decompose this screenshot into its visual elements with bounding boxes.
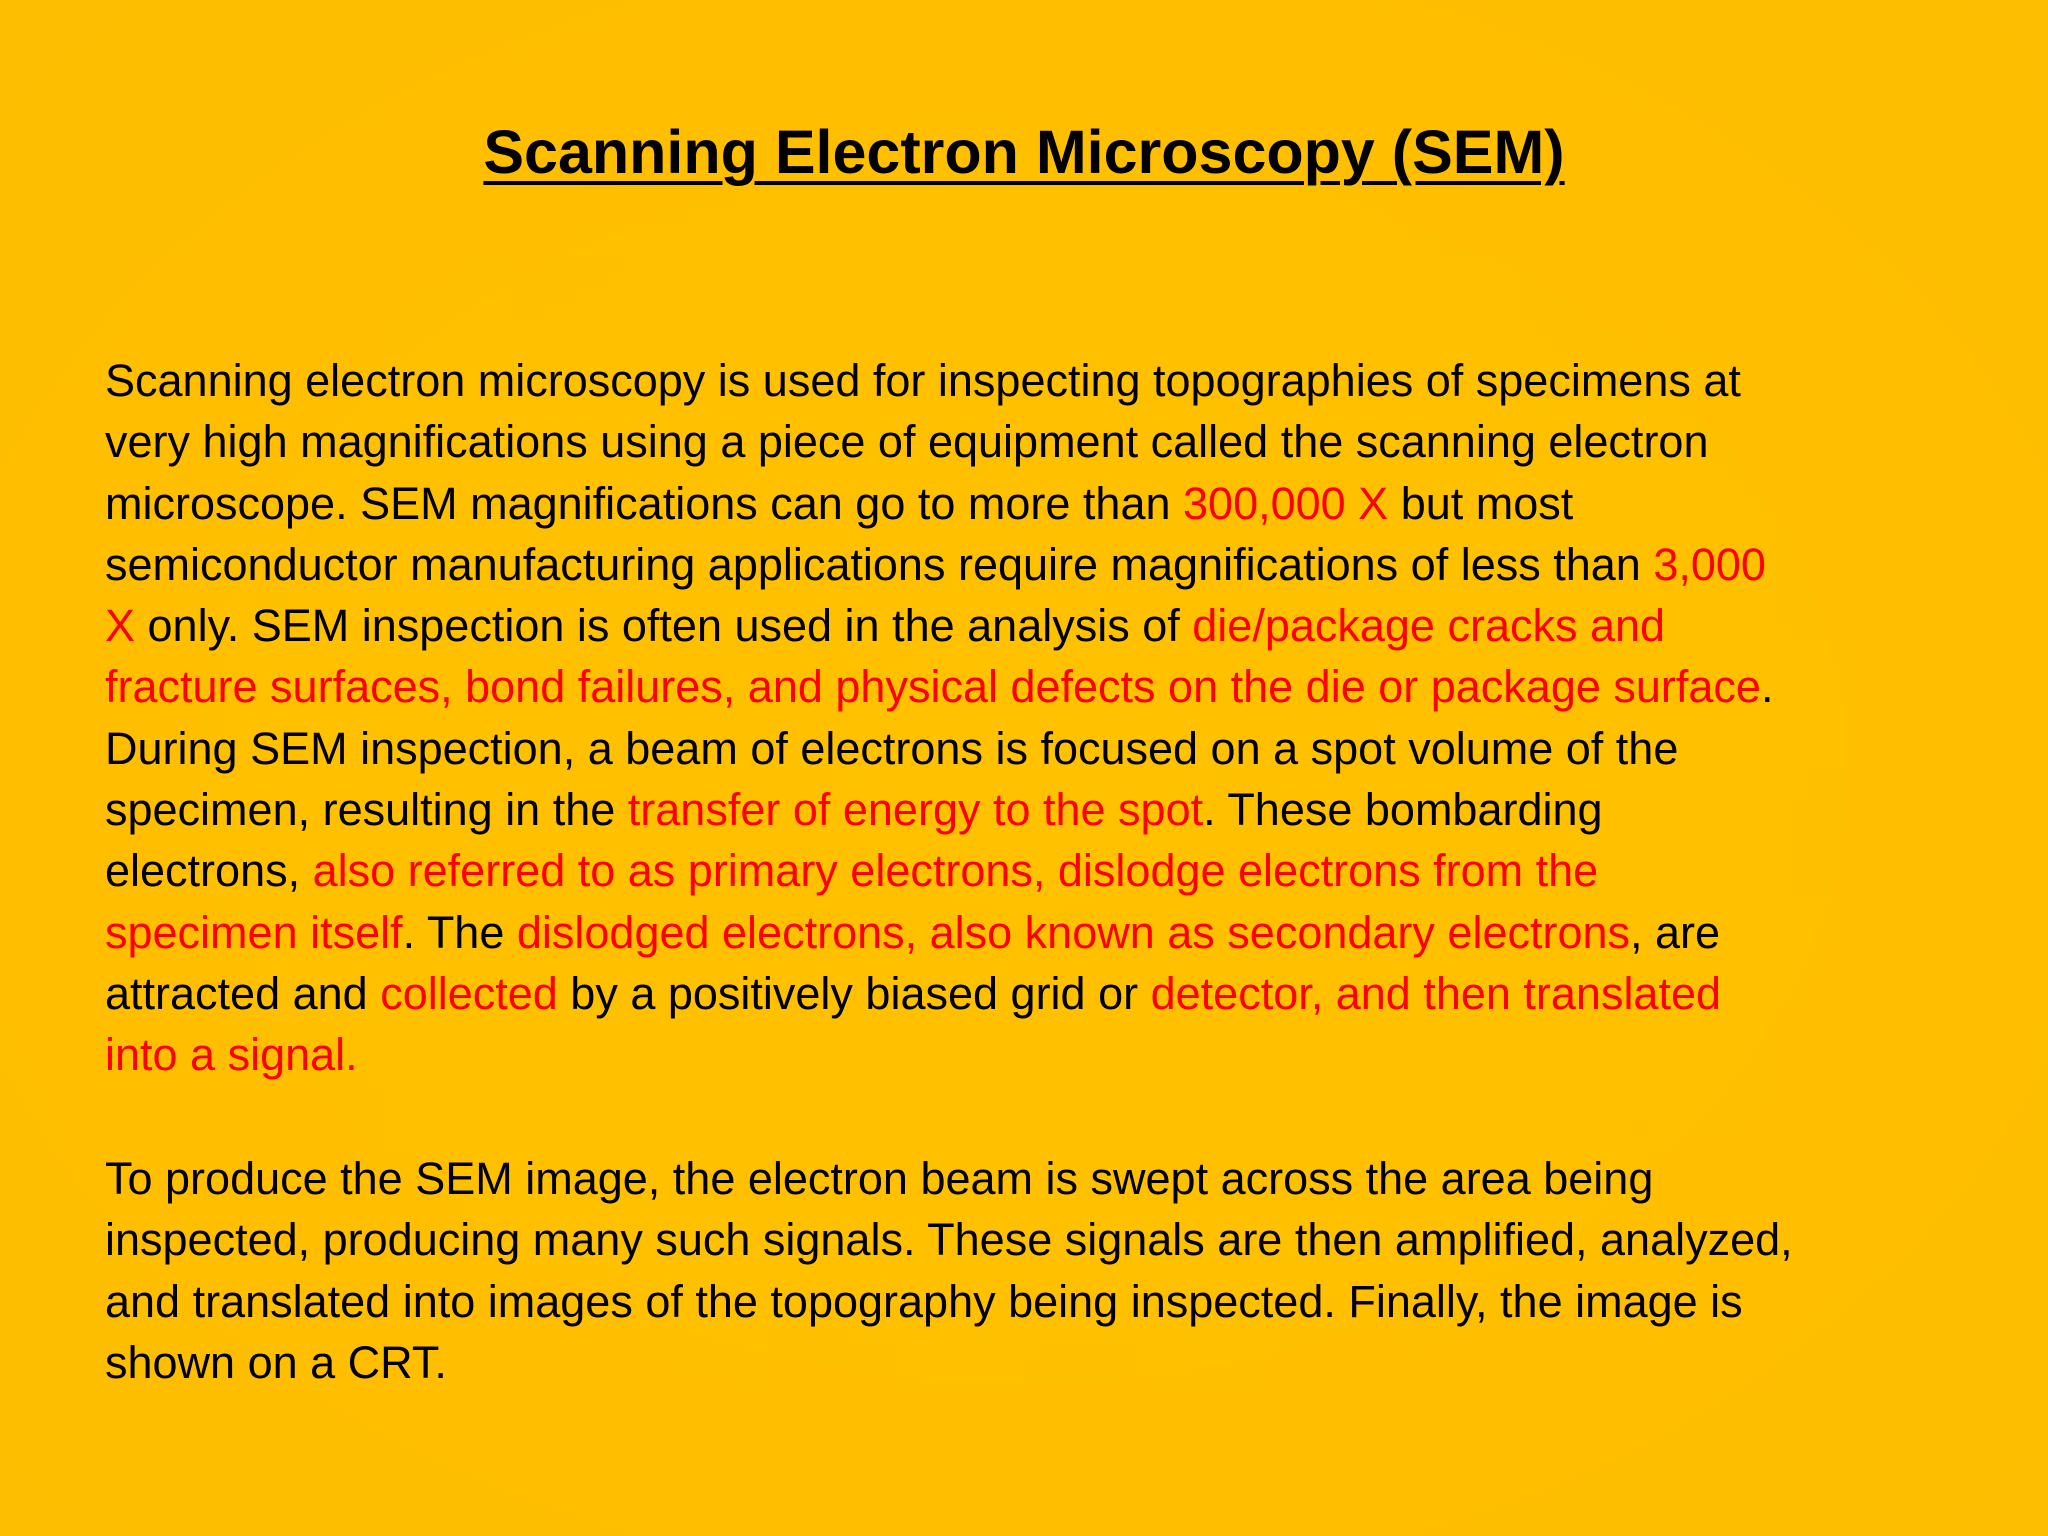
text-line — [105, 411, 2035, 472]
paragraph-sem-description — [105, 350, 2035, 1086]
text-line — [105, 1271, 2035, 1332]
body-text: inspected, producing many such signals. These signals are then amplified, analyzed, — [105, 1214, 1793, 1266]
highlighted-text: collected — [380, 967, 558, 1019]
text-line — [105, 1332, 2035, 1393]
body-text: shown on a CRT. — [105, 1336, 447, 1388]
text-line — [105, 350, 2035, 411]
highlighted-text: specimen itself — [105, 906, 403, 958]
body-text: specimen, resulting in the — [105, 784, 628, 836]
body-text: attracted and — [105, 967, 381, 1019]
text-line — [105, 656, 2035, 717]
text-line — [105, 718, 2035, 779]
text-line — [105, 473, 2035, 534]
body-text: and translated into images of the topography being inspected. Finally, the image is — [105, 1275, 1743, 1327]
body-text: semiconductor manufacturing applications require magnifications of less than — [105, 538, 1654, 590]
body-text: very high magnifications using a piece of equipment called the scanning electron — [105, 416, 1709, 468]
body-text: . These bombarding — [1203, 784, 1603, 836]
text-line — [105, 534, 2035, 595]
body-text: . — [1760, 661, 1774, 713]
highlighted-text: detector, and then translated — [1150, 967, 1722, 1019]
body-text: only. SEM inspection is often used in the analysis of — [135, 600, 1193, 652]
text-line — [105, 1148, 2035, 1209]
highlighted-text: dislodged electrons, also known as secondary electrons — [516, 906, 1631, 958]
highlighted-text: into a signal. — [105, 1029, 358, 1081]
highlighted-text: 300,000 X — [1183, 477, 1389, 529]
body-text: During SEM inspection, a beam of electrons is focused on a spot volume of the — [105, 722, 1679, 774]
body-text: but most — [1388, 477, 1574, 529]
slide-title: Scanning Electron Microscopy (SEM) — [483, 118, 1565, 186]
text-line — [105, 840, 2035, 901]
highlighted-text: also referred to as primary electrons, dislodge electrons from the — [312, 845, 1599, 897]
text-line — [105, 1209, 2035, 1270]
body-text: by a positively biased grid or — [557, 967, 1151, 1019]
highlighted-text: 3,000 — [1653, 538, 1766, 590]
body-text: electrons, — [105, 845, 313, 897]
highlighted-text: X — [105, 600, 136, 652]
body-text: , are — [1630, 906, 1721, 958]
text-line — [105, 595, 2035, 656]
highlighted-text: fracture surfaces, bond failures, and physical defects on the die or package surface — [105, 661, 1761, 713]
body-text: microscope. SEM magnifications can go to more than — [105, 477, 1184, 529]
body-text: . The — [402, 906, 517, 958]
highlighted-text: transfer of energy to the spot — [627, 784, 1204, 836]
body-text: Scanning electron microscopy is used for inspecting topographies of specimens at — [105, 355, 1741, 406]
text-line — [105, 779, 2035, 840]
text-line — [105, 963, 2035, 1024]
highlighted-text: die/package cracks and — [1192, 600, 1666, 652]
body-text: To produce the SEM image, the electron beam is swept across the area being — [105, 1153, 1654, 1204]
text-line — [105, 902, 2035, 963]
paragraph-sem-imaging — [105, 1148, 2035, 1393]
text-line — [105, 1024, 2035, 1085]
